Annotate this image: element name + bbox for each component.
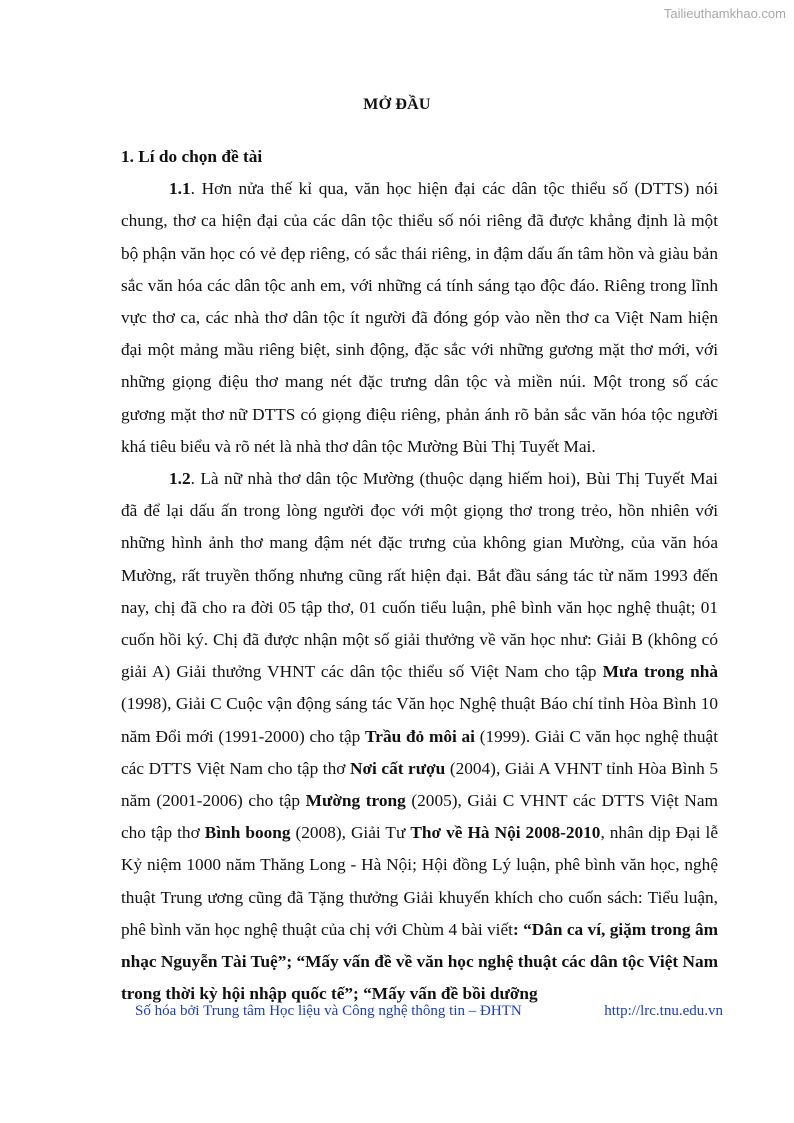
section-heading: 1. Lí do chọn đề tài: [121, 147, 263, 166]
paragraph-number: 1.1: [169, 179, 191, 199]
page-footer: [135, 1003, 723, 1020]
text-run: (2008), Giải Tư: [290, 823, 411, 843]
paragraph-1-2: [121, 463, 718, 1010]
book-title: Nơi cất rượu: [349, 758, 446, 778]
book-title: Mường trong: [305, 791, 406, 811]
paragraph-number: 1.2: [169, 469, 191, 489]
document-body: [121, 141, 718, 1010]
text-run: , nhân dịp Đại lễ Kỷ niệm 1000 năm Thăng Long - Hà Nội; Hội đồng Lý luận, phê bình văn học, nghệ thuật Trung ương cũng đã Tặng thưởng Giải khuyến khích cho cuốn sách: Tiểu luận, phê bình văn học nghệ thuật của chị với Chùm 4 bài viết: [121, 823, 718, 939]
book-title: Thơ về Hà Nội 2008-2010: [410, 823, 601, 843]
book-title: Bình boong: [204, 823, 291, 843]
book-title: Trầu đỏ môi ai: [365, 726, 475, 746]
page-title: MỞ ĐẦU: [363, 96, 431, 113]
text-run: (2005), Giải C VHNT các DTTS Việt Nam cho tập thơ: [121, 791, 718, 843]
paragraph-1-1: [121, 173, 718, 463]
text-run: (1999). Giải C văn học nghệ thuật các DTTS Việt Nam cho tập thơ: [121, 726, 718, 778]
book-title: Mưa trong nhà: [602, 662, 718, 682]
text-run: . Là nữ nhà thơ dân tộc Mường (thuộc dạng hiếm hoi), Bùi Thị Tuyết Mai đã để lại dấu ấn trong lòng người đọc với một giọng thơ trong trẻo, hồn nhiên với những hình ảnh thơ mang đậm nét đặc trưng của không gian Mường, của văn hóa Mường, rất truyền thống nhưng cũng rất hiện đại. Bắt đầu sáng tác từ năm 1993 đến nay, chị đã cho ra đời 05 tập thơ, 01 cuốn tiểu luận, phê bình văn học nghệ thuật; 01 cuốn hồi ký. Chị đã được nhận một số giải thưởng về văn học như: Giải B (không có giải A) Giải thưởng VHNT các dân tộc thiểu số Việt Nam cho tập: [121, 469, 718, 682]
article-titles: : “Dân ca ví, giặm trong âm nhạc Nguyễn Tài Tuệ”; “Mấy vấn đề về văn học nghệ thuật các dân tộc Việt Nam trong thời kỳ hội nhập quốc tế”; “Mấy vấn đề bồi dưỡng: [121, 919, 718, 1004]
watermark: Tailieuthamkhao.com: [663, 6, 786, 21]
footer-source: Số hóa bởi Trung tâm Học liệu và Công nghệ thông tin – ĐHTN: [135, 1003, 522, 1019]
footer-link[interactable]: http://lrc.tnu.edu.vn: [604, 1003, 723, 1019]
text-run: (2004), Giải A VHNT tỉnh Hòa Bình 5 năm (2001-2006) cho tập: [121, 758, 718, 811]
text-run: (1998), Giải C Cuộc vận động sáng tác Văn học Nghệ thuật Báo chí tỉnh Hòa Bình 10 năm Đổi mới (1991-2000) cho tập: [121, 694, 718, 746]
paragraph-text: . Hơn nửa thế kỉ qua, văn học hiện đại các dân tộc thiểu số (DTTS) nói chung, thơ ca hiện đại của các dân tộc thiểu số nói riêng đã được khẳng định là một bộ phận văn học có vẻ đẹp riêng, có sắc thái riêng, in đậm dấu ấn tâm hồn và giàu bản sắc văn hóa các dân tộc anh em, với những cá tính sáng tạo độc đáo. Riêng trong lĩnh vực thơ ca, các nhà thơ dân tộc ít người đã đóng góp vào nền thơ ca Việt Nam hiện đại một mảng mầu riêng biệt, sinh động, đặc sắc với những gương mặt thơ mới, với những giọng điệu thơ mang nét đặc trưng dân tộc và miền núi. Một trong số các gương mặt thơ nữ DTTS có giọng điệu riêng, phản ánh rõ bản sắc văn hóa tộc người khá tiêu biểu và rõ nét là nhà thơ dân tộc Mường Bùi Thị Tuyết Mai.: [121, 179, 718, 456]
